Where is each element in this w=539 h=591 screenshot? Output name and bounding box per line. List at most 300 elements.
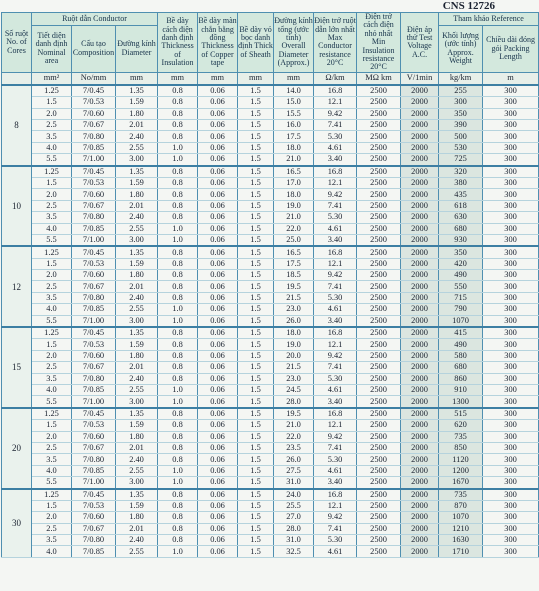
data-cell: 7/0.53 xyxy=(72,258,116,269)
data-cell: 1.0 xyxy=(158,142,198,153)
data-cell: 0.06 xyxy=(198,396,238,408)
data-cell: 1.5 xyxy=(238,108,274,119)
data-cell: 2000 xyxy=(401,523,439,534)
data-cell: 1.5 xyxy=(238,385,274,396)
data-cell: 12.1 xyxy=(314,97,357,108)
data-cell: 1.35 xyxy=(116,327,158,339)
data-cell: 1.5 xyxy=(238,258,274,269)
data-cell: 515 xyxy=(439,408,483,420)
data-cell: 1.5 xyxy=(238,189,274,200)
data-cell: 1.5 xyxy=(238,408,274,420)
data-cell: 1.35 xyxy=(116,166,158,178)
table-row xyxy=(2,270,539,281)
data-cell: 1710 xyxy=(439,546,483,557)
data-cell: 1.5 xyxy=(32,177,72,188)
data-cell: 1.25 xyxy=(32,408,72,420)
data-cell: 5.5 xyxy=(32,315,72,327)
table-row xyxy=(2,408,539,420)
data-cell: 2500 xyxy=(357,327,401,339)
data-cell: 0.8 xyxy=(158,108,198,119)
data-cell: 1.59 xyxy=(116,420,158,431)
data-cell: 25.5 xyxy=(274,500,314,511)
unit-cell: mm xyxy=(274,72,314,85)
data-cell: 7/0.67 xyxy=(72,120,116,131)
data-cell: 26.0 xyxy=(274,315,314,327)
data-cell: 1.5 xyxy=(238,131,274,142)
data-cell: 1.5 xyxy=(32,339,72,350)
data-cell: 4.61 xyxy=(314,142,357,153)
data-cell: 7/0.80 xyxy=(72,292,116,303)
data-cell: 0.06 xyxy=(198,120,238,131)
data-cell: 0.06 xyxy=(198,373,238,384)
data-cell: 5.5 xyxy=(32,234,72,246)
data-cell: 16.8 xyxy=(314,489,357,501)
table-row xyxy=(2,142,539,153)
cores-cell: 30 xyxy=(2,489,32,558)
data-cell: 415 xyxy=(439,327,483,339)
table-row xyxy=(2,304,539,315)
data-cell: 1.5 xyxy=(238,546,274,557)
data-cell: 2000 xyxy=(401,442,439,453)
data-cell: 7/0.45 xyxy=(72,166,116,178)
data-cell: 31.0 xyxy=(274,477,314,489)
data-cell: 0.06 xyxy=(198,246,238,258)
data-cell: 0.06 xyxy=(198,512,238,523)
data-cell: 1.5 xyxy=(238,142,274,153)
data-cell: 0.8 xyxy=(158,200,198,211)
data-cell: 0.8 xyxy=(158,212,198,223)
data-cell: 19.5 xyxy=(274,281,314,292)
data-cell: 9.42 xyxy=(314,350,357,361)
data-cell: 7/0.85 xyxy=(72,223,116,234)
cable-spec-table xyxy=(1,12,539,558)
data-cell: 300 xyxy=(483,258,539,269)
data-cell: 300 xyxy=(483,512,539,523)
data-cell: 2000 xyxy=(401,108,439,119)
data-cell: 0.06 xyxy=(198,523,238,534)
data-cell: 1.25 xyxy=(32,166,72,178)
data-cell: 0.06 xyxy=(198,315,238,327)
data-cell: 5.5 xyxy=(32,396,72,408)
data-cell: 4.61 xyxy=(314,546,357,557)
data-cell: 0.06 xyxy=(198,362,238,373)
data-cell: 2.0 xyxy=(32,431,72,442)
data-cell: 300 xyxy=(483,339,539,350)
data-cell: 3.5 xyxy=(32,454,72,465)
data-cell: 26.0 xyxy=(274,454,314,465)
data-cell: 2.40 xyxy=(116,454,158,465)
data-cell: 0.8 xyxy=(158,442,198,453)
data-cell: 0.8 xyxy=(158,500,198,511)
data-cell: 0.06 xyxy=(198,292,238,303)
data-cell: 2500 xyxy=(357,431,401,442)
data-cell: 16.8 xyxy=(314,246,357,258)
data-cell: 1.5 xyxy=(32,500,72,511)
table-row xyxy=(2,120,539,131)
data-cell: 300 xyxy=(483,546,539,557)
data-cell: 2500 xyxy=(357,454,401,465)
data-cell: 1.5 xyxy=(238,373,274,384)
data-cell: 7/0.45 xyxy=(72,327,116,339)
table-row xyxy=(2,362,539,373)
table-row xyxy=(2,327,539,339)
data-cell: 22.0 xyxy=(274,431,314,442)
data-cell: 0.06 xyxy=(198,177,238,188)
data-cell: 27.0 xyxy=(274,512,314,523)
data-cell: 7/0.85 xyxy=(72,142,116,153)
table-row xyxy=(2,292,539,303)
data-cell: 0.8 xyxy=(158,489,198,501)
data-cell: 9.42 xyxy=(314,512,357,523)
data-cell: 2.5 xyxy=(32,523,72,534)
data-cell: 2500 xyxy=(357,385,401,396)
data-cell: 350 xyxy=(439,108,483,119)
data-cell: 2.0 xyxy=(32,270,72,281)
data-cell: 7/1.00 xyxy=(72,154,116,166)
data-cell: 5.30 xyxy=(314,535,357,546)
data-cell: 9.42 xyxy=(314,189,357,200)
data-cell: 2500 xyxy=(357,212,401,223)
data-cell: 2000 xyxy=(401,373,439,384)
data-cell: 17.0 xyxy=(274,177,314,188)
data-cell: 1.5 xyxy=(238,442,274,453)
data-cell: 20.0 xyxy=(274,350,314,361)
data-cell: 16.8 xyxy=(314,408,357,420)
data-cell: 1210 xyxy=(439,523,483,534)
table-body xyxy=(2,85,539,558)
data-cell: 0.06 xyxy=(198,131,238,142)
data-cell: 7.41 xyxy=(314,120,357,131)
data-cell: 300 xyxy=(483,292,539,303)
data-cell: 300 xyxy=(483,373,539,384)
data-cell: 21.0 xyxy=(274,154,314,166)
cores-cell: 15 xyxy=(2,327,32,408)
data-cell: 300 xyxy=(483,523,539,534)
data-cell: 1.5 xyxy=(238,350,274,361)
data-cell: 7/0.80 xyxy=(72,373,116,384)
data-cell: 300 xyxy=(483,177,539,188)
standard-code: CNS 12726 xyxy=(442,0,495,12)
data-cell: 1.5 xyxy=(238,281,274,292)
data-cell: 1.0 xyxy=(158,546,198,557)
table-row xyxy=(2,131,539,142)
data-cell: 1070 xyxy=(439,512,483,523)
data-cell: 300 xyxy=(483,212,539,223)
data-cell: 300 xyxy=(483,442,539,453)
table-row xyxy=(2,431,539,442)
data-cell: 2500 xyxy=(357,292,401,303)
data-cell: 860 xyxy=(439,373,483,384)
table-row xyxy=(2,535,539,546)
data-cell: 15.0 xyxy=(274,97,314,108)
data-cell: 2000 xyxy=(401,477,439,489)
data-cell: 1.0 xyxy=(158,304,198,315)
data-cell: 23.5 xyxy=(274,442,314,453)
data-cell: 1.80 xyxy=(116,350,158,361)
data-cell: 7.41 xyxy=(314,362,357,373)
table-row xyxy=(2,108,539,119)
data-cell: 16.5 xyxy=(274,246,314,258)
data-cell: 2500 xyxy=(357,489,401,501)
data-cell: 0.06 xyxy=(198,546,238,557)
data-cell: 2.0 xyxy=(32,350,72,361)
data-cell: 3.00 xyxy=(116,234,158,246)
data-cell: 4.0 xyxy=(32,465,72,476)
data-cell: 300 xyxy=(483,465,539,476)
data-cell: 0.8 xyxy=(158,120,198,131)
data-cell: 3.00 xyxy=(116,477,158,489)
unit-cell: mm xyxy=(158,72,198,85)
data-cell: 1.59 xyxy=(116,97,158,108)
data-cell: 1.25 xyxy=(32,246,72,258)
data-cell: 1.5 xyxy=(238,223,274,234)
data-cell: 0.8 xyxy=(158,131,198,142)
data-cell: 1.5 xyxy=(238,396,274,408)
data-cell: 2000 xyxy=(401,500,439,511)
header-diameter: Đường kính Diameter xyxy=(116,25,158,72)
data-cell: 300 xyxy=(483,142,539,153)
data-cell: 17.5 xyxy=(274,258,314,269)
data-cell: 7/0.53 xyxy=(72,500,116,511)
data-cell: 930 xyxy=(439,234,483,246)
data-cell: 15.5 xyxy=(274,108,314,119)
data-cell: 12.1 xyxy=(314,500,357,511)
table-row xyxy=(2,396,539,408)
data-cell: 2.01 xyxy=(116,442,158,453)
data-cell: 25.0 xyxy=(274,234,314,246)
data-cell: 300 xyxy=(483,385,539,396)
data-cell: 21.5 xyxy=(274,362,314,373)
data-cell: 1.5 xyxy=(238,166,274,178)
data-cell: 0.06 xyxy=(198,420,238,431)
data-cell: 7/0.60 xyxy=(72,270,116,281)
table-row xyxy=(2,420,539,431)
table-row xyxy=(2,350,539,361)
data-cell: 2.01 xyxy=(116,281,158,292)
data-cell: 2.40 xyxy=(116,131,158,142)
data-cell: 2000 xyxy=(401,166,439,178)
data-cell: 2500 xyxy=(357,270,401,281)
data-cell: 0.8 xyxy=(158,327,198,339)
data-cell: 21.0 xyxy=(274,212,314,223)
data-cell: 1.5 xyxy=(238,270,274,281)
data-cell: 300 xyxy=(483,454,539,465)
header-overall-diameter: Đường kính tổng (ước tính) Overall Diameter (Approx.) xyxy=(274,13,314,73)
data-cell: 1.35 xyxy=(116,489,158,501)
data-cell: 27.5 xyxy=(274,465,314,476)
data-cell: 2500 xyxy=(357,512,401,523)
unit-cell: mm² xyxy=(32,72,72,85)
data-cell: 380 xyxy=(439,177,483,188)
data-cell: 300 xyxy=(483,166,539,178)
data-cell: 1.5 xyxy=(238,154,274,166)
data-cell: 790 xyxy=(439,304,483,315)
data-cell: 2500 xyxy=(357,546,401,557)
data-cell: 300 xyxy=(483,246,539,258)
data-cell: 2000 xyxy=(401,454,439,465)
data-cell: 4.61 xyxy=(314,223,357,234)
data-cell: 14.0 xyxy=(274,85,314,97)
data-cell: 0.06 xyxy=(198,489,238,501)
data-cell: 2500 xyxy=(357,304,401,315)
data-cell: 7/0.85 xyxy=(72,465,116,476)
data-cell: 5.30 xyxy=(314,292,357,303)
table-row xyxy=(2,85,539,97)
data-cell: 715 xyxy=(439,292,483,303)
table-header xyxy=(2,13,539,85)
data-cell: 300 xyxy=(483,234,539,246)
table-row xyxy=(2,489,539,501)
data-cell: 490 xyxy=(439,339,483,350)
data-cell: 2000 xyxy=(401,546,439,557)
data-cell: 21.5 xyxy=(274,292,314,303)
data-cell: 0.06 xyxy=(198,327,238,339)
data-cell: 2500 xyxy=(357,373,401,384)
data-cell: 0.06 xyxy=(198,97,238,108)
data-cell: 1070 xyxy=(439,315,483,327)
table-row xyxy=(2,339,539,350)
data-cell: 490 xyxy=(439,270,483,281)
table-row xyxy=(2,500,539,511)
data-cell: 7/0.53 xyxy=(72,177,116,188)
data-cell: 12.1 xyxy=(314,420,357,431)
data-cell: 300 xyxy=(483,315,539,327)
data-cell: 7/0.60 xyxy=(72,189,116,200)
data-cell: 2.55 xyxy=(116,142,158,153)
data-cell: 4.0 xyxy=(32,223,72,234)
data-cell: 0.06 xyxy=(198,166,238,178)
data-cell: 7/0.80 xyxy=(72,454,116,465)
data-cell: 7/0.53 xyxy=(72,420,116,431)
data-cell: 7.41 xyxy=(314,200,357,211)
header-insulation: Bề dày cách điện danh định Thickness of Insulation xyxy=(158,13,198,73)
data-cell: 1.59 xyxy=(116,500,158,511)
data-cell: 1.5 xyxy=(238,292,274,303)
data-cell: 2500 xyxy=(357,535,401,546)
data-cell: 0.06 xyxy=(198,108,238,119)
data-cell: 2000 xyxy=(401,304,439,315)
data-cell: 0.06 xyxy=(198,234,238,246)
data-cell: 7/0.45 xyxy=(72,489,116,501)
data-cell: 1.5 xyxy=(32,420,72,431)
data-cell: 18.0 xyxy=(274,142,314,153)
data-cell: 2500 xyxy=(357,281,401,292)
data-cell: 7/0.80 xyxy=(72,212,116,223)
data-cell: 7/0.67 xyxy=(72,523,116,534)
unit-cell: V/1min xyxy=(401,72,439,85)
data-cell: 580 xyxy=(439,350,483,361)
data-cell: 2000 xyxy=(401,512,439,523)
data-cell: 7/0.67 xyxy=(72,442,116,453)
data-cell: 3.00 xyxy=(116,396,158,408)
data-cell: 2000 xyxy=(401,154,439,166)
data-cell: 2.5 xyxy=(32,281,72,292)
data-cell: 500 xyxy=(439,131,483,142)
data-cell: 2.5 xyxy=(32,442,72,453)
data-cell: 2500 xyxy=(357,246,401,258)
data-cell: 2500 xyxy=(357,258,401,269)
data-cell: 19.5 xyxy=(274,408,314,420)
data-cell: 5.30 xyxy=(314,454,357,465)
data-cell: 7/1.00 xyxy=(72,396,116,408)
data-cell: 3.00 xyxy=(116,154,158,166)
data-cell: 1.0 xyxy=(158,477,198,489)
header-copper-tape: Bề dày màn chắn bằng đồng Thickness of Copper tape xyxy=(198,13,238,73)
data-cell: 870 xyxy=(439,500,483,511)
data-cell: 435 xyxy=(439,189,483,200)
data-cell: 255 xyxy=(439,85,483,97)
data-cell: 1200 xyxy=(439,465,483,476)
table-row xyxy=(2,465,539,476)
table-row xyxy=(2,315,539,327)
data-cell: 2500 xyxy=(357,339,401,350)
units-row xyxy=(2,72,539,85)
data-cell: 2000 xyxy=(401,120,439,131)
data-cell: 1.5 xyxy=(238,234,274,246)
data-cell: 2500 xyxy=(357,350,401,361)
header-test-voltage: Điện áp thử Test Voltage A.C. xyxy=(401,13,439,73)
data-cell: 2.40 xyxy=(116,373,158,384)
data-cell: 1.5 xyxy=(238,200,274,211)
data-cell: 620 xyxy=(439,420,483,431)
data-cell: 1630 xyxy=(439,535,483,546)
data-cell: 24.5 xyxy=(274,385,314,396)
header-conductor: Ruột dẫn Conductor xyxy=(32,13,158,26)
data-cell: 1.5 xyxy=(238,177,274,188)
data-cell: 2500 xyxy=(357,523,401,534)
data-cell: 2000 xyxy=(401,223,439,234)
data-cell: 3.5 xyxy=(32,373,72,384)
data-cell: 2500 xyxy=(357,234,401,246)
data-cell: 1.5 xyxy=(238,315,274,327)
data-cell: 12.1 xyxy=(314,339,357,350)
data-cell: 2500 xyxy=(357,223,401,234)
data-cell: 390 xyxy=(439,120,483,131)
unit-cell: mm xyxy=(116,72,158,85)
data-cell: 300 xyxy=(439,97,483,108)
data-cell: 12.1 xyxy=(314,258,357,269)
data-cell: 0.06 xyxy=(198,189,238,200)
data-cell: 1.5 xyxy=(32,258,72,269)
data-cell: 2500 xyxy=(357,131,401,142)
data-cell: 7/1.00 xyxy=(72,234,116,246)
data-cell: 23.0 xyxy=(274,373,314,384)
data-cell: 1.80 xyxy=(116,431,158,442)
data-cell: 19.0 xyxy=(274,200,314,211)
data-cell: 0.8 xyxy=(158,281,198,292)
data-cell: 300 xyxy=(483,500,539,511)
data-cell: 7/0.45 xyxy=(72,246,116,258)
data-cell: 0.8 xyxy=(158,166,198,178)
data-cell: 1.5 xyxy=(238,97,274,108)
data-cell: 7/1.00 xyxy=(72,477,116,489)
data-cell: 2.5 xyxy=(32,120,72,131)
unit-cell: mm xyxy=(198,72,238,85)
data-cell: 2500 xyxy=(357,396,401,408)
data-cell: 2.0 xyxy=(32,189,72,200)
data-cell: 2500 xyxy=(357,200,401,211)
unit-cell: mm xyxy=(238,72,274,85)
data-cell: 300 xyxy=(483,420,539,431)
data-cell: 2000 xyxy=(401,489,439,501)
data-cell: 1.59 xyxy=(116,339,158,350)
data-cell: 910 xyxy=(439,385,483,396)
data-cell: 0.8 xyxy=(158,189,198,200)
data-cell: 1.59 xyxy=(116,177,158,188)
data-cell: 7/0.67 xyxy=(72,281,116,292)
data-cell: 0.8 xyxy=(158,258,198,269)
data-cell: 3.5 xyxy=(32,212,72,223)
